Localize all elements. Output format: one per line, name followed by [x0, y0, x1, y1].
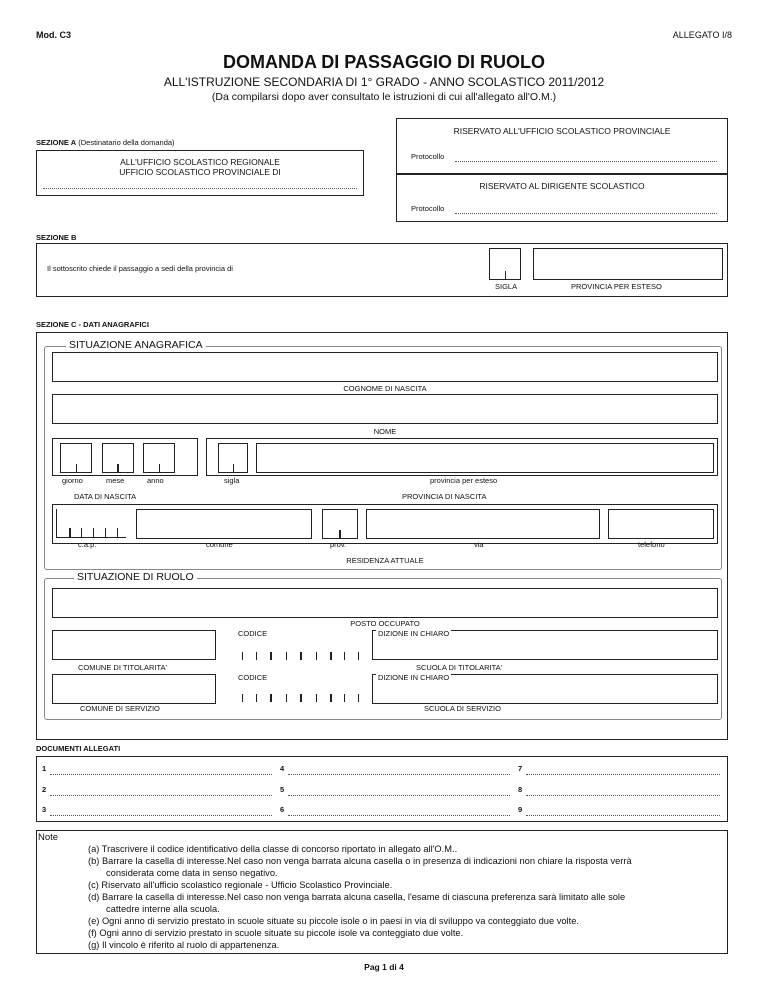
section-b-box — [36, 243, 728, 297]
documents-label: DOCUMENTI ALLEGATI — [36, 744, 121, 753]
doc-number: 6 — [280, 805, 285, 814]
doc-field[interactable] — [50, 774, 272, 775]
day-input[interactable] — [60, 443, 92, 473]
section-c-label: SEZIONE C - DATI ANAGRAFICI — [36, 320, 149, 329]
description-label: DIZIONE IN CHIARO — [378, 673, 450, 682]
description-label: DIZIONE IN CHIARO — [378, 629, 450, 638]
page-number: Pag 1 di 4 — [364, 962, 404, 972]
page-title: DOMANDA DI PASSAGGIO DI RUOLO — [222, 52, 545, 72]
doc-field[interactable] — [50, 795, 272, 796]
year-label: anno — [147, 476, 164, 485]
month-label: mese — [106, 476, 125, 485]
month-input[interactable] — [102, 443, 134, 473]
reserved-provincial-label: RISERVATO ALL'UFFICIO SCOLASTICO PROVINCIALE — [453, 126, 671, 136]
municipality-title-input[interactable] — [52, 630, 216, 660]
reserved-provincial-box — [396, 118, 728, 174]
birth-sigla-input[interactable] — [218, 443, 248, 473]
doc-number: 3 — [42, 805, 47, 814]
birth-province-input[interactable] — [256, 443, 714, 473]
section-b-text: Il sottoscrito chiede il passaggio a sedi della provincia di — [47, 264, 233, 273]
protocol-field[interactable] — [455, 213, 717, 214]
reserved-director-box — [396, 174, 728, 222]
municipality-service-label: COMUNE DI SERVIZIO — [80, 704, 160, 713]
doc-number: 2 — [42, 785, 47, 794]
ruolo-title: SITUAZIONE DI RUOLO — [74, 571, 197, 583]
section-a-line2: UFFICIO SCOLASTICO PROVINCIALE DI — [119, 167, 281, 177]
birth-province-label: PROVINCIA DI NASCITA — [402, 492, 487, 501]
attachment-code: ALLEGATO I/8 — [672, 30, 732, 40]
doc-field[interactable] — [50, 815, 272, 816]
telefono-input[interactable] — [608, 509, 714, 539]
school-service-label: SCUOLA DI SERVIZIO — [424, 704, 501, 713]
birth-sigla-label: sigla — [224, 476, 240, 485]
surname-label: COGNOME DI NASCITA — [343, 384, 427, 393]
reserved-director-label: RISERVATO AL DIRIGENTE SCOLASTICO — [479, 181, 645, 191]
note-line: (d) Barrare la casella di interesse.Nel caso non venga barrata alcuna casella, l'esame di ciascuna preferenza sarà limitato alle sole — [88, 892, 626, 902]
province-field[interactable] — [43, 188, 357, 189]
section-b-label: SEZIONE B — [36, 233, 77, 242]
province-full-label: PROVINCIA PER ESTESO — [571, 282, 662, 291]
note-line: (a) Trascrivere il codice identificativo della classe di concorso riportato in allegato all'O.M.. — [88, 844, 458, 854]
code-label: CODICE — [238, 673, 268, 682]
year-input[interactable] — [143, 443, 175, 473]
note-line: cattedre interne alla scuola. — [106, 904, 220, 914]
prov-input[interactable] — [322, 509, 358, 539]
birth-province-full-label: provincia per esteso — [430, 476, 498, 485]
residence-label: RESIDENZA ATTUALE — [346, 556, 424, 565]
page-subtitle: ALL'ISTRUZIONE SECONDARIA DI 1° GRADO - ANNO SCOLASTICO 2011/2012 — [163, 75, 605, 89]
page-instructions: (Da compilarsi dopo aver consultato le istruzioni di cui all'allegato all'O.M.) — [211, 91, 557, 103]
doc-number: 9 — [518, 805, 523, 814]
via-input[interactable] — [366, 509, 600, 539]
municipality-title-label: COMUNE DI TITOLARITA' — [78, 663, 167, 672]
note-line: (f) Ogni anno di servizio prestato in scuole situate su piccole isole va conteggiato due volte. — [88, 928, 464, 938]
school-title-label: SCUOLA DI TITOLARITA' — [416, 663, 503, 672]
note-line: (g) Il vincolo è riferito al ruolo di appartenenza. — [88, 940, 280, 950]
anagrafica-title: SITUAZIONE ANAGRAFICA — [66, 339, 206, 351]
protocol-label: Protocollo — [411, 152, 445, 161]
doc-number: 7 — [518, 764, 523, 773]
section-a-line1: ALL'UFFICIO SCOLASTICO REGIONALE — [120, 157, 280, 167]
comune-label: comune — [206, 540, 233, 549]
sigla-input[interactable] — [489, 248, 521, 280]
surname-input[interactable] — [52, 352, 718, 382]
birth-date-label: DATA DI NASCITA — [74, 492, 137, 501]
doc-number: 5 — [280, 785, 285, 794]
cap-label: c.a.p. — [78, 540, 97, 549]
code-label: CODICE — [238, 629, 268, 638]
note-line: (c) Riservato all'ufficio scolastico regionale - Ufficio Scolastico Provinciale. — [88, 880, 393, 890]
doc-number: 4 — [280, 764, 285, 773]
notes-label: Note — [38, 832, 59, 843]
province-full-input[interactable] — [533, 248, 723, 280]
doc-field[interactable] — [288, 815, 510, 816]
cap-input[interactable] — [56, 509, 126, 538]
section-a-heading — [36, 138, 175, 147]
model-code: Mod. C3 — [36, 30, 71, 40]
doc-field[interactable] — [526, 795, 720, 796]
section-a-label: SEZIONE A — [36, 138, 77, 147]
doc-number: 8 — [518, 785, 523, 794]
name-label: NOME — [373, 427, 397, 436]
doc-field[interactable] — [288, 774, 510, 775]
doc-field[interactable] — [526, 774, 720, 775]
doc-field[interactable] — [288, 795, 510, 796]
post-input[interactable] — [52, 588, 718, 618]
protocol-label: Protocollo — [411, 204, 445, 213]
day-label: giorno — [62, 476, 83, 485]
note-line: considerata come data in senso negativo. — [106, 868, 278, 878]
doc-field[interactable] — [526, 815, 720, 816]
sigla-label: SIGLA — [495, 282, 518, 291]
section-a-note: (Destinatario della domanda) — [78, 138, 175, 147]
name-input[interactable] — [52, 394, 718, 424]
note-line: (e) Ogni anno di servizio prestato in scuole situate su piccole isole o in paesi in via di sviluppo va conteggiato due volte. — [88, 916, 579, 926]
via-label: via — [474, 540, 484, 549]
documents-box — [36, 756, 728, 822]
prov-label: prov. — [330, 540, 347, 549]
comune-input[interactable] — [136, 509, 312, 539]
doc-number: 1 — [42, 764, 47, 773]
note-line: (b) Barrare la casella di interesse.Nel caso non venga barrata alcuna casella o in presenza di indicazioni non chiare la risposta verrà — [88, 856, 632, 866]
section-a-box — [36, 150, 364, 196]
post-label: POSTO OCCUPATO — [350, 619, 420, 628]
municipality-service-input[interactable] — [52, 674, 216, 704]
protocol-field[interactable] — [455, 161, 717, 162]
telefono-label: telefono — [638, 540, 665, 549]
